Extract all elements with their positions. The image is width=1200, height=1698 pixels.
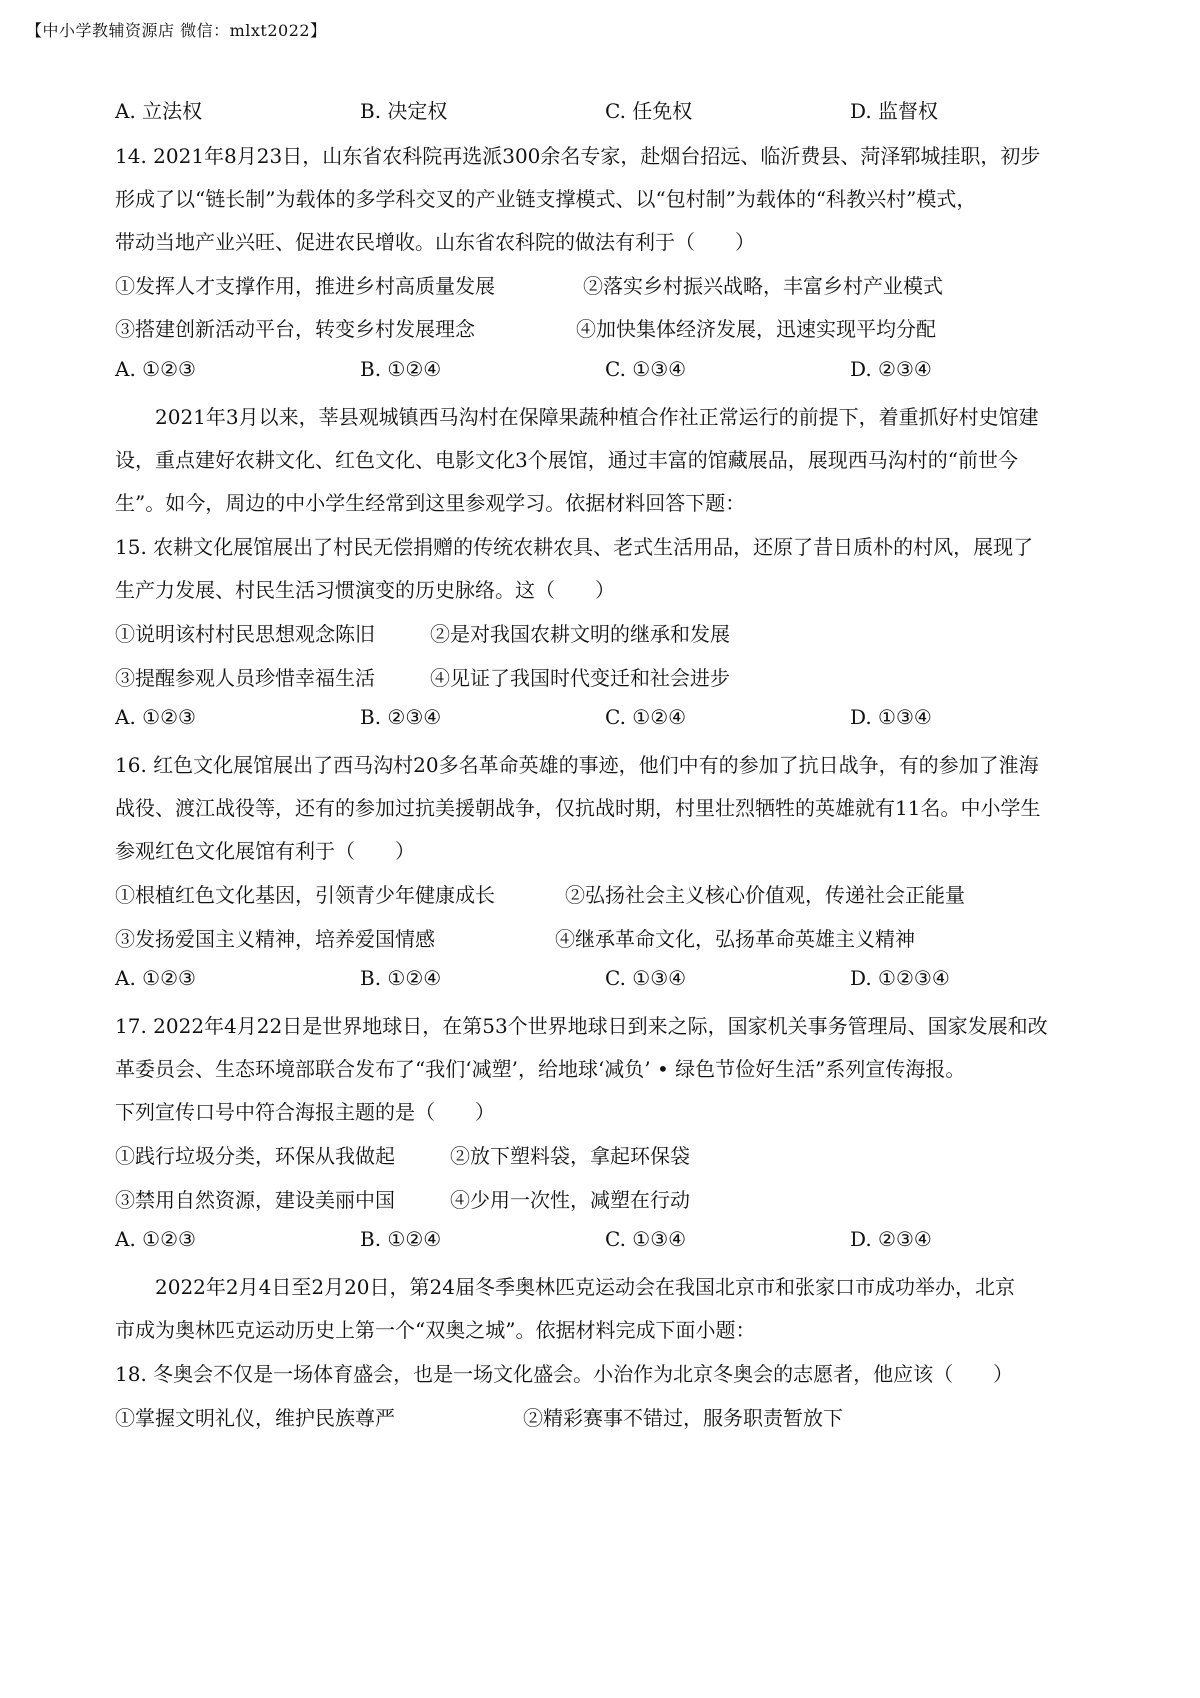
q17-option-d: D. ②③④ [850, 1227, 932, 1251]
q13-option-c: C. 任免权 [605, 99, 693, 123]
q17-stem-line: 下列宣传口号中符合海报主题的是（ ） [115, 1100, 495, 1124]
q15-option-d: D. ①③④ [850, 705, 932, 729]
q16-option-c: C. ①③④ [605, 966, 687, 990]
q15-stem-line: 生产力发展、村民生活习惯演变的历史脉络。这（ ） [115, 578, 615, 602]
q16-item-1: ①根植红色文化基因，引领青少年健康成长 [115, 883, 495, 907]
q16-option-d: D. ①②③④ [850, 966, 950, 990]
q18-item-1: ①掌握文明礼仪，维护民族尊严 [115, 1406, 395, 1430]
q15-item-2: ②是对我国农耕文明的继承和发展 [430, 622, 730, 646]
q14-option-b: B. ①②④ [360, 357, 442, 381]
q16-stem-line: 参观红色文化展馆有利于（ ） [115, 839, 415, 863]
q14-option-d: D. ②③④ [850, 357, 932, 381]
q17-option-b: B. ①②④ [360, 1227, 442, 1251]
q17-item-2: ②放下塑料袋，拿起环保袋 [450, 1144, 690, 1168]
q15-item-4: ④见证了我国时代变迁和社会进步 [430, 666, 730, 690]
q17-item-1: ①践行垃圾分类，环保从我做起 [115, 1144, 395, 1168]
material-1-line: 2021年3月以来，莘县观城镇西马沟村在保障果蔬种植合作社正常运行的前提下，着重抓好村史馆建 [155, 405, 1039, 429]
q14-item-4: ④加快集体经济发展，迅速实现平均分配 [576, 317, 936, 341]
q14-stem-line: 14. 2021年8月23日，山东省农科院再选派300余名专家，赴烟台招远、临沂费县、菏泽郓城挂职，初步 [115, 144, 1041, 168]
q16-item-3: ③发扬爱国主义精神，培养爱国情感 [115, 927, 435, 951]
q14-stem-line: 形成了以“链长制”为载体的多学科交叉的产业链支撑模式、以“包村制”为载体的“科教兴村”模式， [115, 187, 977, 211]
q18-item-2: ②精彩赛事不错过，服务职责暂放下 [523, 1406, 843, 1430]
q16-option-a: A. ①②③ [115, 966, 196, 990]
q15-option-a: A. ①②③ [115, 705, 196, 729]
q17-option-a: A. ①②③ [115, 1227, 196, 1251]
q13-option-d: D. 监督权 [850, 99, 939, 123]
q15-option-c: C. ①②④ [605, 705, 687, 729]
q15-item-3: ③提醒参观人员珍惜幸福生活 [115, 666, 375, 690]
q14-item-3: ③搭建创新活动平台，转变乡村发展理念 [115, 317, 475, 341]
q17-item-3: ③禁用自然资源，建设美丽中国 [115, 1188, 395, 1212]
q17-stem-line: 革委员会、生态环境部联合发布了“我们‘减塑’，给地球‘减负’ • 绿色节俭好生活”系列宣传海报。 [115, 1057, 966, 1081]
q18-stem-line: 18. 冬奥会不仅是一场体育盛会，也是一场文化盛会。小治作为北京冬奥会的志愿者，他应该（ ） [115, 1362, 1014, 1386]
q16-stem-line: 战役、渡江战役等，还有的参加过抗美援朝战争，仅抗战时期，村里壮烈牺牲的英雄就有11名。中小学生 [115, 796, 1041, 820]
q15-option-b: B. ②③④ [360, 705, 442, 729]
q17-item-4: ④少用一次性，减塑在行动 [450, 1188, 690, 1212]
q13-option-b: B. 决定权 [360, 99, 448, 123]
material-2-line: 2022年2月4日至2月20日，第24届冬季奥林匹克运动会在我国北京市和张家口市成功举办，北京 [155, 1275, 1015, 1299]
q16-option-b: B. ①②④ [360, 966, 442, 990]
page-header: 【中小学教辅资源店 微信：mlxt2022】 [26, 21, 327, 40]
q15-stem-line: 15. 农耕文化展馆展出了村民无偿捐赠的传统农耕农具、老式生活用品，还原了昔日质朴的村风，展现了 [115, 535, 1034, 559]
q17-option-c: C. ①③④ [605, 1227, 687, 1251]
q16-stem-line: 16. 红色文化展馆展出了西马沟村20多名革命英雄的事迹，他们中有的参加了抗日战争，有的参加了淮海 [115, 753, 1039, 777]
q14-item-2: ②落实乡村振兴战略，丰富乡村产业模式 [583, 274, 943, 298]
q17-stem-line: 17. 2022年4月22日是世界地球日，在第53个世界地球日到来之际，国家机关事务管理局、国家发展和改 [115, 1014, 1048, 1038]
q15-item-1: ①说明该村村民思想观念陈旧 [115, 622, 375, 646]
q14-option-c: C. ①③④ [605, 357, 687, 381]
q14-option-a: A. ①②③ [115, 357, 196, 381]
q14-item-1: ①发挥人才支撑作用，推进乡村高质量发展 [115, 274, 495, 298]
material-2-line: 市成为奥林匹克运动历史上第一个“双奥之城”。依据材料完成下面小题： [115, 1318, 756, 1342]
q16-item-4: ④继承革命文化，弘扬革命英雄主义精神 [555, 927, 915, 951]
material-1-line: 设，重点建好农耕文化、红色文化、电影文化3个展馆，通过丰富的馆藏展品，展现西马沟村的“前世今 [115, 448, 1018, 472]
material-1-line: 生”。如今，周边的中小学生经常到这里参观学习。依据材料回答下题： [115, 491, 746, 515]
q14-stem-line: 带动当地产业兴旺、促进农民增收。山东省农科院的做法有利于（ ） [115, 230, 755, 254]
q16-item-2: ②弘扬社会主义核心价值观，传递社会正能量 [565, 883, 965, 907]
q13-option-a: A. 立法权 [115, 99, 203, 123]
